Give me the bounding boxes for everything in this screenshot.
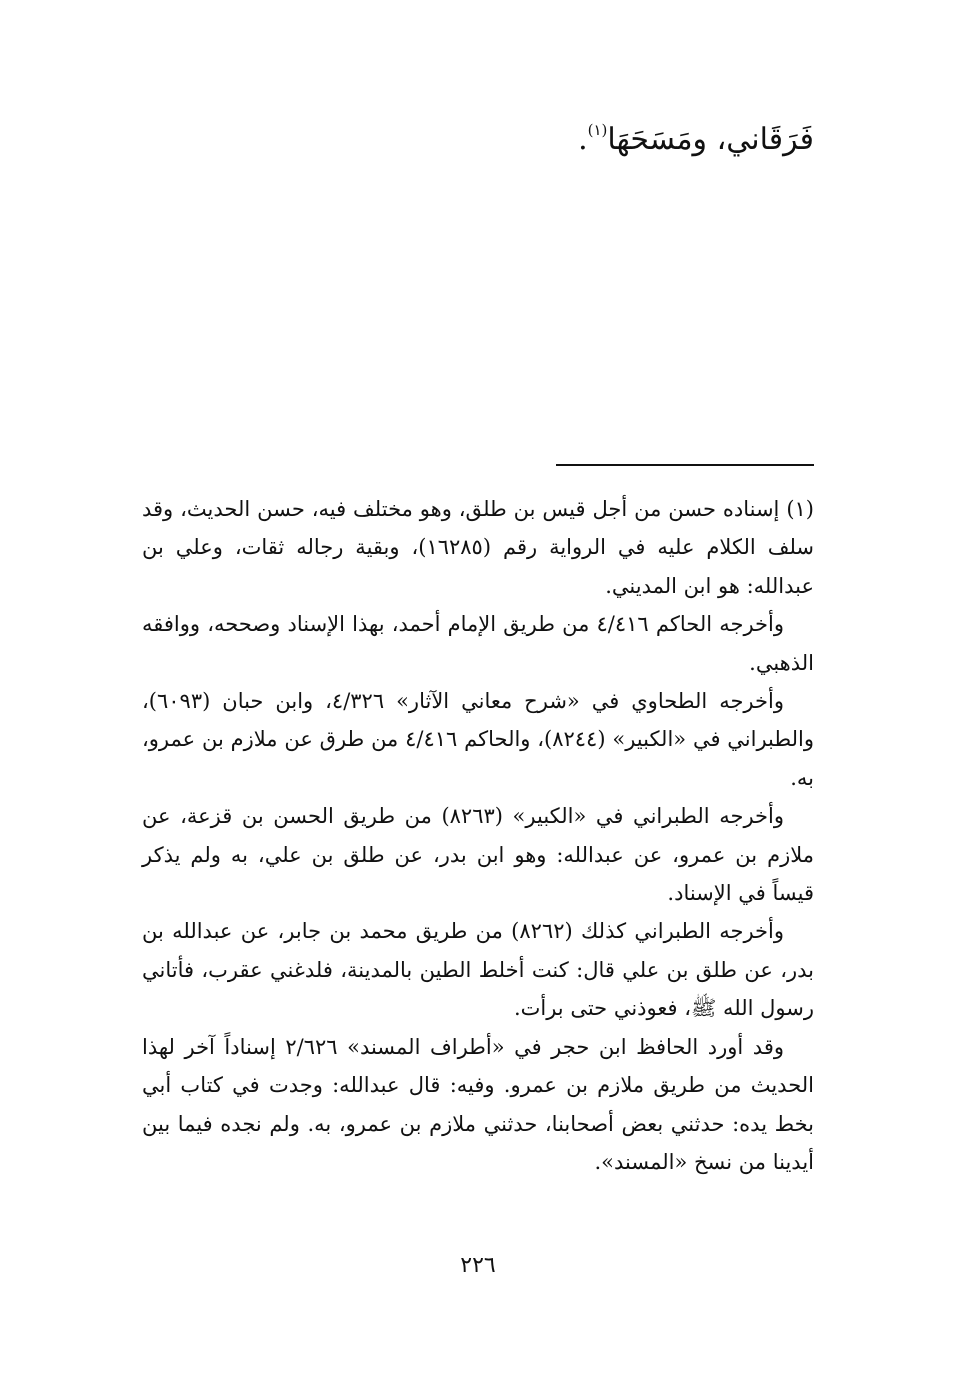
footnote-paragraph: وأخرجه الحاكم ٤/٤١٦ من طريق الإمام أحمد، بهذا الإسناد وصححه، ووافقه الذهبي. xyxy=(142,612,814,675)
footnote-paragraph: (١) إسناده حسن من أجل قيس بن طلق، وهو مختلف فيه، حسن الحديث، وقد سلف الكلام عليه في الرواية رقم (١٦٢٨٥)، وبقية رجاله ثقات، وعلي بن عبدالله: هو ابن المديني. xyxy=(142,497,814,598)
main-text-line xyxy=(578,108,814,162)
footnotes-section xyxy=(142,490,814,1181)
footnote-paragraph: وقد أورد الحافظ ابن حجر في «أطراف المسند» ٢/٦٢٦ إسناداً آخر لهذا الحديث من طريق ملازم بن عمرو. وفيه: قال عبدالله: وجدت في كتاب أبي بخط يده: حدثني بعض أصحابنا، حدثني ملازم بن عمرو، به. ولم نجده فيما بين أيدينا من نسخ «المسند». xyxy=(142,1034,814,1174)
footnote-paragraph: وأخرجه الطبراني كذلك (٨٢٦٢) من طريق محمد بن جابر، عن عبدالله بن بدر، عن طلق بن علي قال: كنت أخلط الطين بالمدينة، فلدغني عقرب، فأتاني رسول الله ﷺ، فعوذني حتى برأت. xyxy=(142,919,814,1021)
footnote-separator xyxy=(556,464,814,466)
footnote-reference: (١) xyxy=(587,121,608,139)
page-number: ٢٢٦ xyxy=(460,1253,496,1278)
main-text-end-punctuation: . xyxy=(578,122,588,157)
main-text: فَرَقَاني، ومَسَحَهَا xyxy=(607,122,814,157)
footnote-paragraph: وأخرجه الطبراني في «الكبير» (٨٢٦٣) من طريق الحسن بن قزعة، عن ملازم بن عمرو، عن عبدالله: وهو ابن بدر، عن طلق بن علي، به ولم يذكر قيساً في الإسناد. xyxy=(142,804,814,906)
footnote-paragraph: وأخرجه الطحاوي في «شرح معاني الآثار» ٤/٣٢٦، وابن حبان (٦٠٩٣)، والطبراني في «الكبير» (٨٢٤٤)، والحاكم ٤/٤١٦ من طرق عن ملازم بن عمرو، به. xyxy=(142,689,814,790)
